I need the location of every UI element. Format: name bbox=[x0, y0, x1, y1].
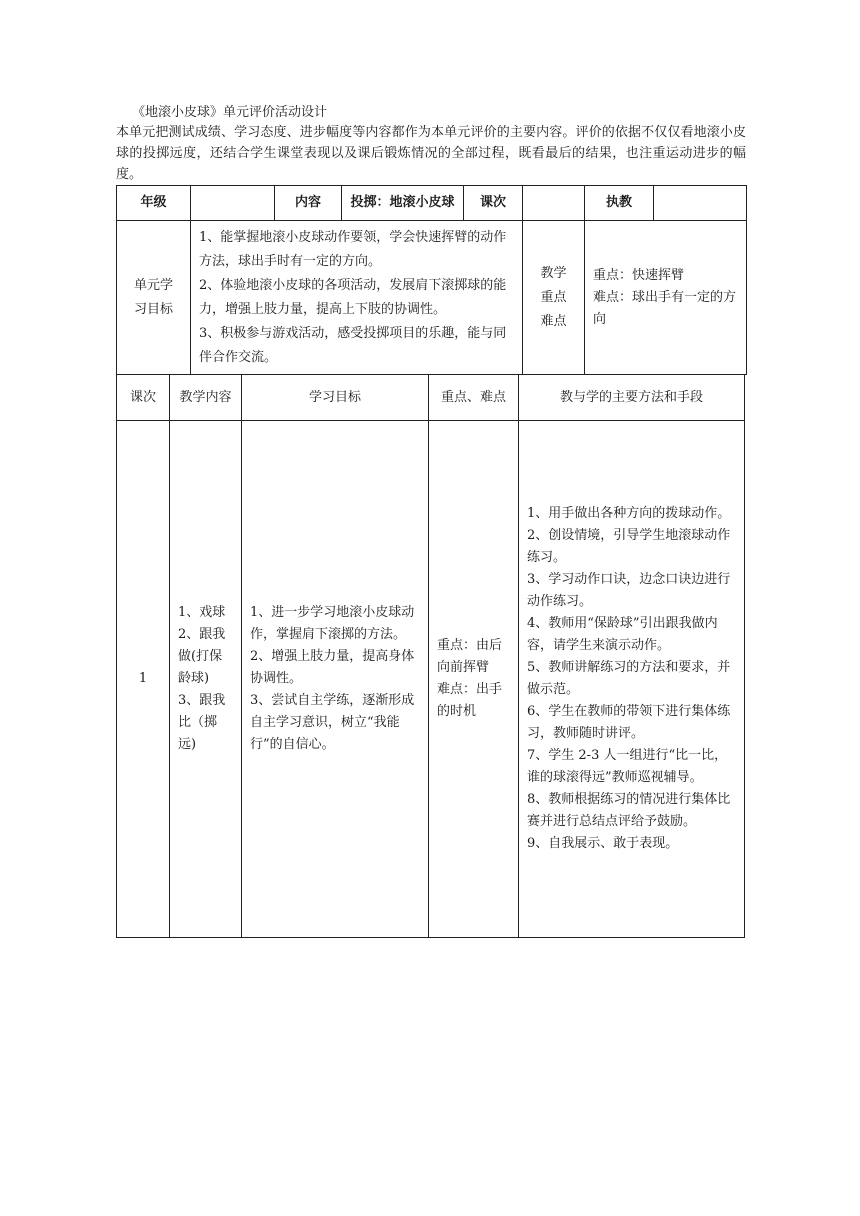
table-row bbox=[117, 421, 745, 938]
method-item: 9、自我展示、敢于表现。 bbox=[527, 836, 679, 851]
unit-goal-label: 单元学习目标 bbox=[117, 221, 191, 375]
content-value: 投掷：地滚小皮球 bbox=[342, 186, 464, 221]
content-item: 3、跟我比（掷远) bbox=[178, 693, 226, 752]
goal-item: 3、尝试自主学练，逐渐形成自主学习意识，树立“我能行”的自信心。 bbox=[250, 693, 415, 752]
method-item: 4、教师用“保龄球”引出跟我做内容，请学生来演示动作。 bbox=[527, 616, 718, 653]
unit-goal-item: 1、能掌握地滚小皮球动作要领，学会快速挥臂的动作方法，球出手时有一定的方向。 bbox=[199, 229, 507, 269]
grade-value bbox=[191, 186, 275, 221]
lesson-plan-table bbox=[116, 374, 745, 938]
content-label: 内容 bbox=[275, 186, 342, 221]
teacher-label: 执教 bbox=[585, 186, 654, 221]
teacher-value bbox=[654, 186, 747, 221]
column-header: 学习目标 bbox=[242, 375, 429, 421]
key-points bbox=[585, 221, 747, 375]
lesson-count-value bbox=[523, 186, 585, 221]
goal-item: 2、增强上肢力量，提高身体协调性。 bbox=[250, 649, 415, 686]
column-header: 课次 bbox=[117, 375, 170, 421]
document-page bbox=[116, 104, 746, 938]
column-header: 教学内容 bbox=[170, 375, 242, 421]
unit-goal-item: 3、积极参与游戏活动，感受投掷项目的乐趣，能与同伴合作交流。 bbox=[199, 325, 507, 365]
key-points-label: 教学重点难点 bbox=[523, 221, 585, 375]
teaching-methods bbox=[519, 421, 745, 938]
key-point-item: 重点：快速挥臂 bbox=[593, 267, 685, 283]
goal-item: 1、进一步学习地滚小皮球动作，掌握肩下滚掷的方法。 bbox=[250, 605, 415, 642]
unit-goal-item: 2、体验地滚小皮球的各项活动，发展肩下滚掷球的能力，增强上肢力量，提高上下肢的协调性。 bbox=[199, 277, 507, 317]
key-point-item: 难点：球出手有一定的方向 bbox=[593, 289, 737, 327]
column-header: 教与学的主要方法和手段 bbox=[519, 375, 745, 421]
method-item: 7、学生 2-3 人一组进行“比一比，谁的球滚得远”教师巡视辅导。 bbox=[527, 748, 728, 785]
key-point-item: 难点：出手的时机 bbox=[437, 682, 503, 719]
lesson-count-label: 课次 bbox=[464, 186, 523, 221]
document-title: 《地滚小皮球》单元评价活动设计 bbox=[132, 105, 328, 120]
method-item: 2、创设情境，引导学生地滚球动作练习。 bbox=[527, 528, 731, 565]
key-point-item: 重点：由后向前挥臂 bbox=[437, 638, 503, 675]
unit-header-table bbox=[116, 185, 747, 375]
method-item: 3、学习动作口诀，边念口诀边进行动作练习。 bbox=[527, 572, 731, 609]
lesson-goals bbox=[242, 421, 429, 938]
content-item: 1、戏球 bbox=[178, 605, 226, 620]
method-item: 1、用手做出各种方向的拨球动作。 bbox=[527, 506, 731, 521]
method-item: 8、教师根据练习的情况进行集体比赛并进行总结点评给予鼓励。 bbox=[527, 792, 731, 829]
lesson-content bbox=[170, 421, 242, 938]
content-item: 2、跟我做(打保龄球) bbox=[178, 627, 226, 686]
intro-paragraph: 本单元把测试成绩、学习态度、进步幅度等内容都作为本单元评价的主要内容。评价的依据不仅仅看地滚小皮球的投掷远度，还结合学生课堂表现以及课后锻炼情况的全部过程，既看最后的结果，也注重运动进步的幅度。 bbox=[116, 125, 746, 182]
grade-label: 年级 bbox=[117, 186, 191, 221]
lesson-number: 1 bbox=[117, 421, 170, 938]
lesson-key-points bbox=[429, 421, 519, 938]
unit-goals bbox=[191, 221, 523, 375]
method-item: 5、教师讲解练习的方法和要求，并做示范。 bbox=[527, 660, 731, 697]
method-item: 6、学生在教师的带领下进行集体练习，教师随时讲评。 bbox=[527, 704, 731, 741]
column-header: 重点、难点 bbox=[429, 375, 519, 421]
